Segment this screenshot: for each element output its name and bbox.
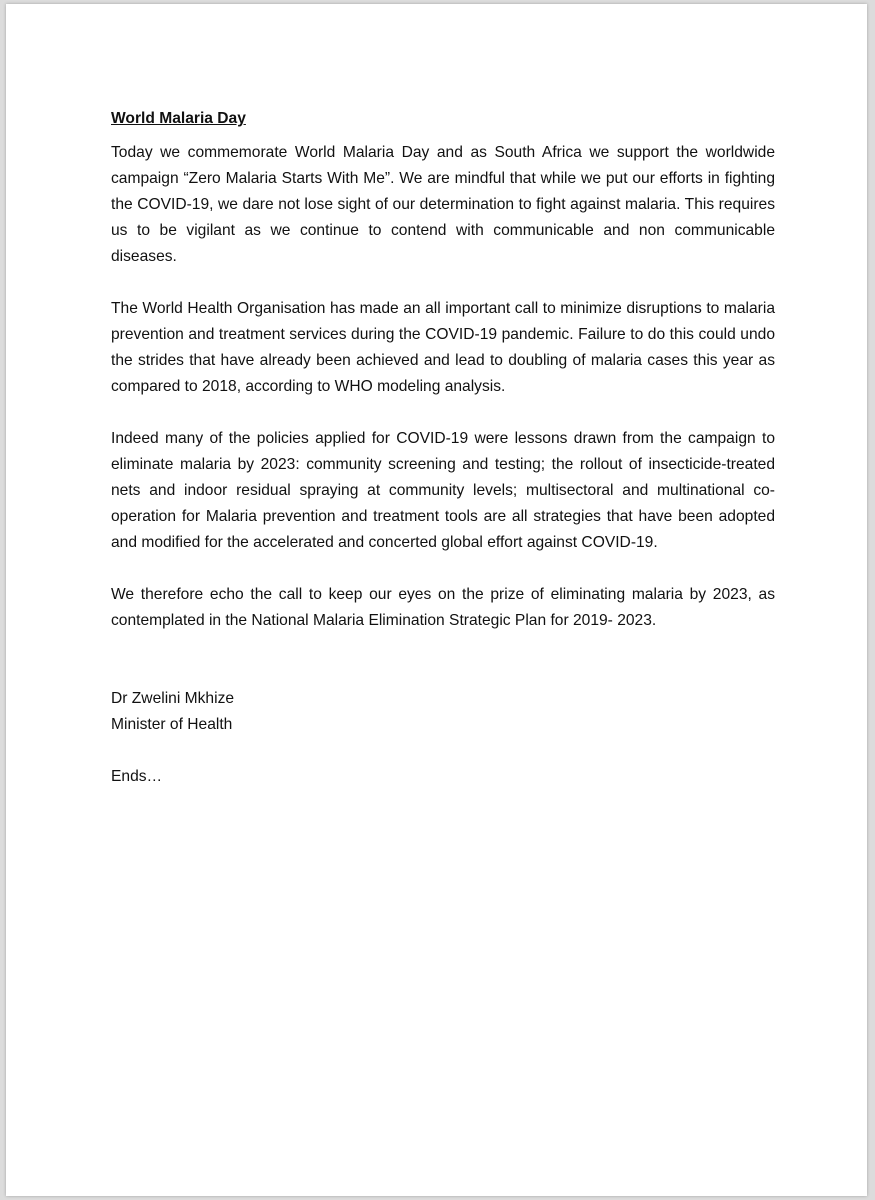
paragraph-conclusion: We therefore echo the call to keep our eyes on the prize of eliminating malaria by 2023, as contemplated in the National Malaria Elimination Strategic Plan for 2019- 2023. [111,586,775,629]
signatory-name: Dr Zwelini Mkhize [111,690,235,707]
signatory-title: Minister of Health [111,716,233,733]
document-page [6,4,867,1196]
document-body [111,106,775,790]
closing-text: Ends… [111,768,163,785]
signature-block [111,686,775,738]
paragraph-who-call: The World Health Organisation has made an all important call to minimize disruptions to malaria prevention and treatment services during the COVID-19 pandemic. Failure to do this could undo the strides that have already been achieved and lead to doubling of malaria cases this year as compared to 2018, according to WHO modeling analysis. [111,300,775,395]
paragraph-policies: Indeed many of the policies applied for COVID-19 were lessons drawn from the campaign to eliminate malaria by 2023: community screening and testing; the rollout of insecticide-treated nets and indoor residual spraying at community levels; multisectoral and multinational co-operation for Malaria prevention and treatment tools are all strategies that have been adopted and modified for the accelerated and concerted global effort against COVID-19. [111,430,775,551]
document-title: World Malaria Day [111,110,246,127]
paragraph-intro: Today we commemorate World Malaria Day and as South Africa we support the worldwide campaign “Zero Malaria Starts With Me”. We are mindful that while we put our efforts in fighting the COVID-19, we dare not lose sight of our determination to fight against malaria. This requires us to be vigilant as we continue to contend with communicable and non communicable diseases. [111,144,775,265]
